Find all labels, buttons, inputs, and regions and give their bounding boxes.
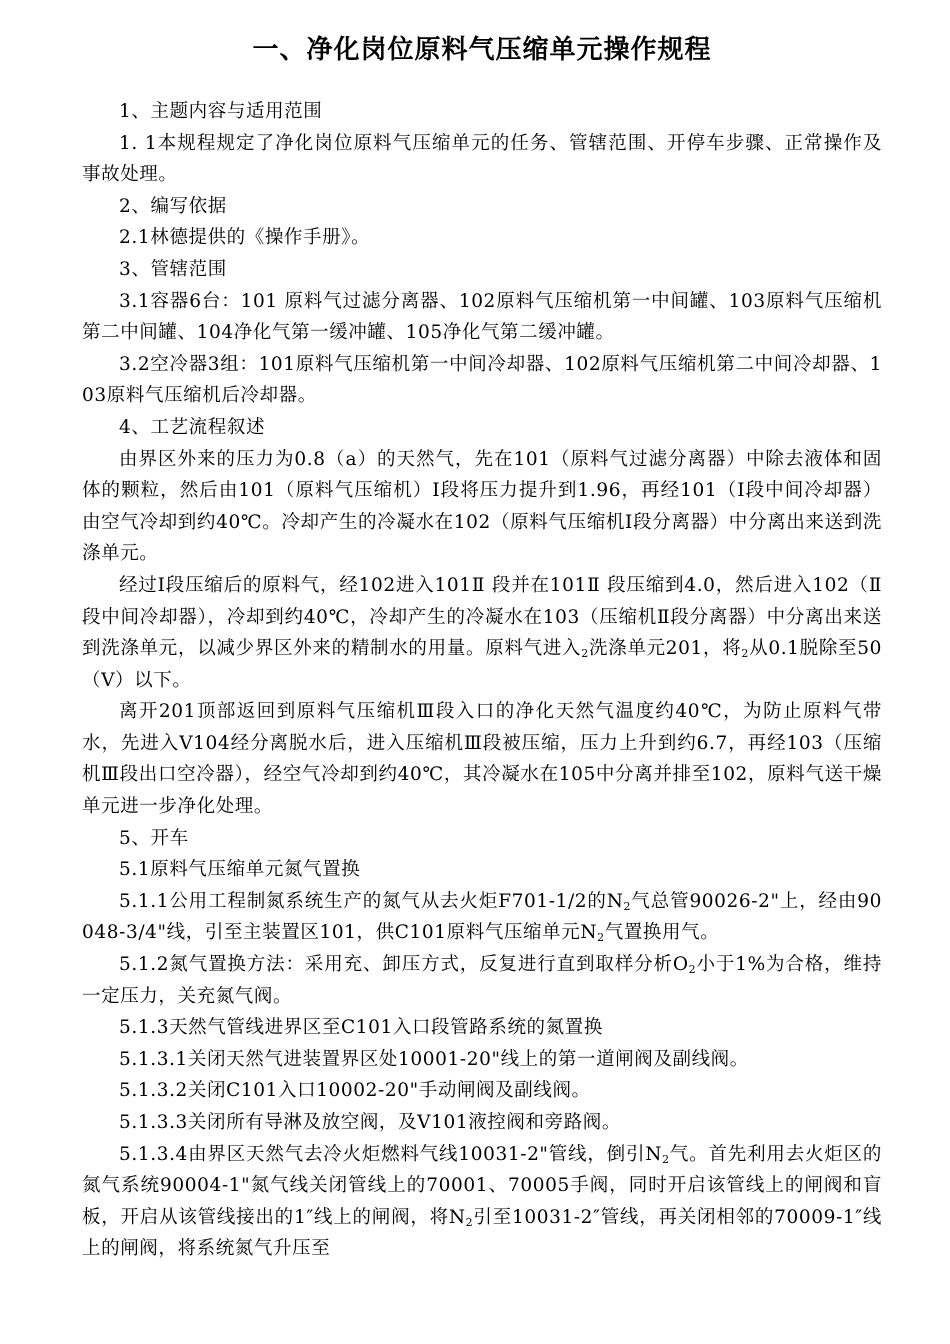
paragraph-text: 从0.1脱除至50（V）以下。 (82, 638, 882, 691)
paragraph-text: 气置换用气。 (604, 922, 720, 944)
paragraph-text: 3、管辖范围 (119, 258, 227, 280)
paragraph (82, 949, 882, 1012)
paragraph (82, 1107, 882, 1139)
paragraph (82, 286, 882, 349)
paragraph (82, 412, 882, 444)
paragraph-text: 5、开车 (119, 827, 189, 849)
subscript-text: 2 (688, 963, 697, 977)
document-title: 一、净化岗位原料气压缩单元操作规程 (252, 35, 712, 65)
paragraph (82, 696, 882, 822)
subscript-text: 2 (597, 931, 605, 945)
paragraph (82, 1044, 882, 1076)
paragraph-text: 4、工艺流程叙述 (119, 416, 266, 438)
paragraph-text: 5.1.3天然气管线进界区至C101入口段管路系统的氮置换 (119, 1017, 603, 1039)
paragraph (82, 444, 882, 570)
paragraph-text: 由界区外来的压力为0.8（a）的天然气，先在101（原料气过滤分离器）中除去液体和固体的颗粒，然后由101（原料气压缩机）Ⅰ段将压力提升到1.96，再经101（Ⅰ段中间冷却器）由空气冷却到约40℃。冷却产生的冷凝水在102（原料气压缩机Ⅰ段分离器）中分离出来送到洗涤单元。 (82, 448, 882, 565)
paragraph (82, 570, 882, 696)
paragraph-text: 洗涤单元201，将 (588, 638, 742, 660)
paragraph-text: 3.1容器6台：101 原料气过滤分离器、102原料气压缩机第一中间罐、103原料气压缩机第二中间罐、104净化气第一缓冲罐、105净化气第二缓冲罐。 (82, 290, 882, 344)
subscript-text: 2 (662, 1152, 670, 1166)
paragraph-text: 5.1.3.3关闭所有导淋及放空阀，及V101液控阀和旁路阀。 (119, 1112, 621, 1133)
paragraph (82, 191, 882, 223)
paragraph-text: 1. 1本规程规定了净化岗位原料气压缩单元的任务、管辖范围、开停车步骤、正常操作及事故处理。 (82, 132, 882, 186)
paragraph (82, 349, 882, 412)
paragraph (82, 886, 882, 949)
paragraph-text: 5.1.1公用工程制氮系统生产的氮气从去火炬F701-1/2的N (119, 890, 624, 912)
paragraph-text: 5.1.3.4由界区天然气去冷火炬燃料气线10031-2"管线，倒引N (119, 1143, 663, 1165)
paragraph-text: 3.2空冷器3组：101原料气压缩机第一中间冷却器、102原料气压缩机第二中间冷却器、103原料气压缩机后冷却器。 (82, 353, 882, 407)
subscript-text: 2 (623, 899, 632, 913)
paragraph (82, 222, 882, 254)
paragraph-text: 2、编写依据 (119, 195, 227, 217)
document-page (82, 0, 882, 1265)
paragraph-text: 经过Ⅰ段压缩后的原料气，经102进入101Ⅱ 段并在101Ⅱ 段压缩到4.0，然后进入102（Ⅱ段中间冷却器），冷却到约40℃，冷却产生的冷凝水在103（压缩机Ⅱ段分离器）中分离出来送到洗涤单元，以减少界区外来的精制水的用量。原料气进入 (82, 574, 882, 660)
paragraph (82, 854, 882, 886)
subscript-text: 2 (581, 647, 589, 661)
paragraph-text: 5.1原料气压缩单元氮气置换 (119, 859, 361, 881)
paragraph-text: 离开201顶部返回到原料气压缩机Ⅲ段入口的净化天然气温度约40℃，为防止原料气带水，先进入V104经分离脱水后，进入压缩机Ⅲ段被压缩，压力上升到约6.7，再经103（压缩机Ⅲ段出口空冷器），经空气冷却到约40℃，其冷凝水在105中分离并排至102，原料气送干燥单元进一步净化处理。 (82, 701, 882, 818)
paragraph (82, 128, 882, 191)
paragraph (82, 1012, 882, 1044)
paragraph-text: 气。首先利用去火炬区的氮气系统90004-1"氮气线关闭管线上的70001、70005手阀，同时开启该管线上的闸阀和盲板，开启从该管线接出的1″线上的闸阀，将N (82, 1143, 883, 1228)
paragraph-text: 小于1%为合格，维持一定压力，关充氮气阀。 (82, 954, 882, 1007)
paragraph (82, 1139, 882, 1265)
paragraph-text: 1、主题内容与适用范围 (119, 101, 323, 122)
subscript-text: 2 (465, 1215, 474, 1229)
subscript-text: 2 (741, 647, 750, 661)
paragraph-text: 2.1林德提供的《操作手册》。 (119, 227, 371, 249)
paragraph-text: 5.1.3.1关闭天然气进装置界区处10001-20"线上的第一道闸阀及副线阀。 (119, 1048, 749, 1070)
paragraph (82, 823, 882, 855)
document-body (82, 96, 882, 1265)
paragraph (82, 254, 882, 286)
paragraph-text: 气总管90026-2"上，经由90048-3/4"线，引至主装置区101，供C101原料气压缩单元N (82, 890, 882, 944)
paragraph-text: 5.1.2氮气置换方法：采用充、卸压方式，反复进行直到取样分析O (119, 954, 689, 976)
paragraph (82, 96, 882, 128)
paragraph-text: 5.1.3.2关闭C101入口10002-20"手动闸阀及副线阀。 (119, 1080, 591, 1102)
paragraph (82, 1075, 882, 1107)
paragraph-text: 引至10031-2″管线，再关闭相邻的70009-1″线上的闸阀，将系统氮气升压至 (82, 1206, 882, 1260)
